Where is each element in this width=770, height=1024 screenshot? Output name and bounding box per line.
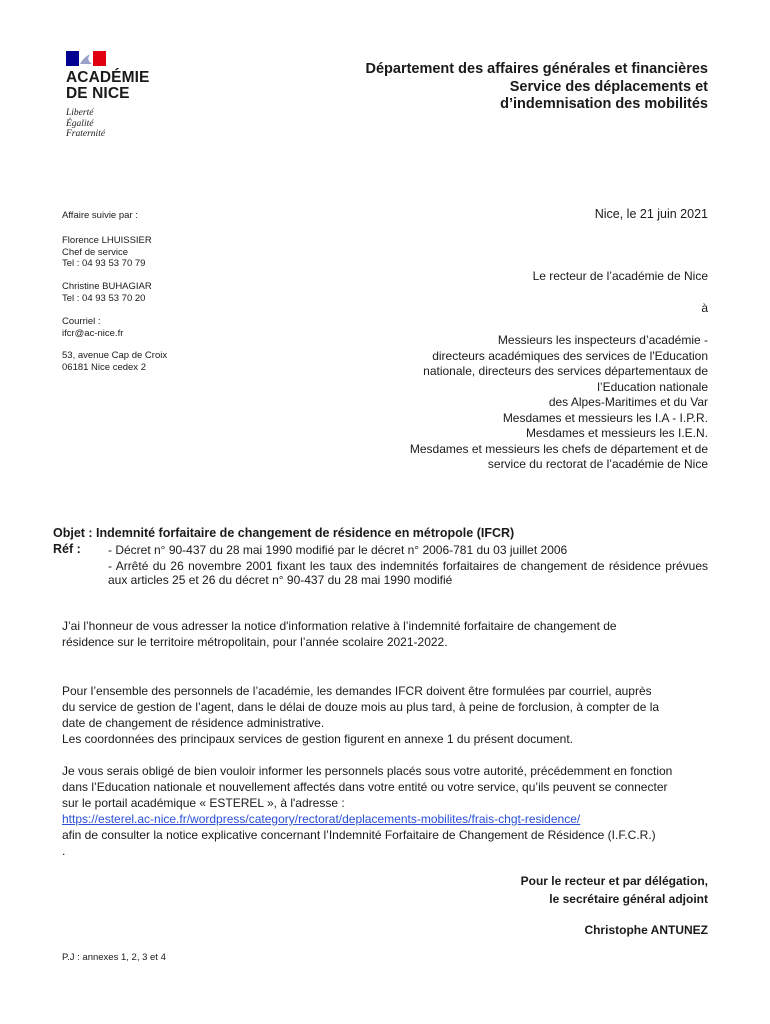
address-line-1: 53, avenue Cap de Croix bbox=[62, 350, 168, 361]
academy-logo-name bbox=[66, 70, 149, 102]
paragraph-4-line: dans l’Education nationale et nouvellement affectés dans votre entité ou votre service, qu’ils peuvent se connecter bbox=[62, 780, 668, 794]
recipient-line: des Alpes-Maritimes et du Var bbox=[548, 395, 708, 409]
attachments-note: P.J : annexes 1, 2, 3 et 4 bbox=[62, 952, 166, 963]
paragraph-4-line: Je vous serais obligé de bien vouloir informer les personnels placés sous votre autorité, précédemment en fonction bbox=[62, 764, 673, 778]
followed-by-label: Affaire suivie par : bbox=[62, 210, 138, 221]
recipients-block bbox=[308, 333, 708, 473]
esterel-link[interactable]: https://esterel.ac-nice.fr/wordpress/category/rectorat/deplacements-mobilites/frais-chgt-residence/ bbox=[62, 812, 581, 826]
paragraph-3: Les coordonnées des principaux services de gestion figurent en annexe 1 du présent document. bbox=[62, 732, 573, 746]
recipient-line: l’Education nationale bbox=[597, 379, 708, 394]
letter-date: Nice, le 21 juin 2021 bbox=[594, 207, 708, 221]
contact-1-name: Florence LHUISSIER bbox=[62, 235, 152, 246]
contact-1-role: Chef de service bbox=[62, 246, 129, 258]
motto-fraternite: Fraternité bbox=[66, 129, 106, 139]
ref-label: Réf : bbox=[53, 542, 81, 556]
logo-line-1: ACADÉMIE bbox=[66, 69, 150, 86]
recipient-line: Mesdames et messieurs les chefs de département et de bbox=[409, 441, 708, 456]
paragraph-2-line: du service de gestion de l’agent, dans le délai de douze mois au plus tard, à peine de forclusion, à compter de la bbox=[62, 700, 660, 714]
paragraph-1 bbox=[62, 618, 710, 650]
contact-1-tel: Tel : 04 93 53 70 79 bbox=[62, 258, 146, 269]
contact-2-name: Christine BUHAGIAR bbox=[62, 281, 152, 292]
contact-2-tel: Tel : 04 93 53 70 20 bbox=[62, 292, 146, 304]
paragraph-2 bbox=[62, 683, 710, 747]
signature-block bbox=[521, 872, 708, 908]
logo-line-2: DE NICE bbox=[66, 85, 130, 102]
email-address[interactable]: ifcr@ac-nice.fr bbox=[62, 327, 124, 339]
department-line-2: Service des déplacements et bbox=[509, 78, 708, 95]
paragraph-5-end: . bbox=[62, 844, 66, 858]
recipient-line: directeurs académiques des services de l'Education bbox=[432, 348, 708, 363]
paragraph-2-line: Pour l’ensemble des personnels de l’académie, les demandes IFCR doivent être formulées par courriel, auprès bbox=[62, 684, 652, 698]
to-word: à bbox=[701, 301, 708, 315]
contact-person-1 bbox=[62, 235, 152, 270]
motto-liberte: Liberté bbox=[66, 108, 94, 118]
recipient-line: nationale, directeurs des services départementaux de bbox=[423, 364, 708, 378]
recipient-line: Mesdames et messieurs les I.E.N. bbox=[525, 426, 708, 440]
contact-email bbox=[62, 316, 123, 339]
paragraph-1-line: résidence sur le territoire métropolitain, pour l’année scolaire 2021-2022. bbox=[62, 635, 448, 649]
paragraph-2-line: date de changement de résidence administrative. bbox=[62, 716, 325, 730]
department-header bbox=[288, 61, 708, 114]
department-line-1: Département des affaires générales et financières bbox=[365, 61, 708, 77]
motto-egalite: Égalité bbox=[66, 118, 94, 129]
recipient-line: Messieurs les inspecteurs d’académie - bbox=[497, 333, 708, 347]
marianne-flag-logo bbox=[66, 51, 106, 66]
postal-address bbox=[62, 350, 167, 373]
subject-line: Objet : Indemnité forfaitaire de changement de résidence en métropole (IFCR) bbox=[53, 526, 515, 540]
paragraph-4 bbox=[62, 763, 710, 859]
recipient-line: service du rectorat de l’académie de Nice bbox=[487, 457, 708, 471]
reference-1: - Décret n° 90-437 du 28 mai 1990 modifié par le décret n° 2006-781 du 03 juillet 2006 bbox=[108, 543, 568, 557]
sender: Le recteur de l’académie de Nice bbox=[532, 269, 708, 283]
recipient-line: Mesdames et messieurs les I.A - I.P.R. bbox=[502, 410, 708, 425]
email-label: Courriel : bbox=[62, 316, 101, 327]
contact-person-2 bbox=[62, 281, 152, 304]
republic-motto bbox=[66, 108, 105, 140]
paragraph-5: afin de consulter la notice explicative concernant l’Indemnité Forfaitaire de Changement de Résidence (I.F.C.R.) bbox=[62, 828, 656, 842]
signatory-name: Christophe ANTUNEZ bbox=[584, 923, 708, 937]
paragraph-1-line: J’ai l’honneur de vous adresser la notice d'information relative à l’indemnité forfaitaire de changement de bbox=[62, 619, 617, 633]
department-line-3: d’indemnisation des mobilités bbox=[500, 96, 708, 112]
paragraph-4-line: sur le portail académique « ESTEREL », à l'adresse : bbox=[62, 796, 345, 810]
signature-line-1: Pour le recteur et par délégation, bbox=[520, 874, 708, 888]
address-line-2: 06181 Nice cedex 2 bbox=[62, 361, 146, 373]
signature-line-2: le secrétaire général adjoint bbox=[549, 892, 708, 906]
reference-2: - Arrêté du 26 novembre 2001 fixant les taux des indemnités forfaitaires de changement de résidence prévues aux articles 25 et 26 du décret n° 90-437 du 28 mai 1990 modifié bbox=[108, 559, 708, 587]
